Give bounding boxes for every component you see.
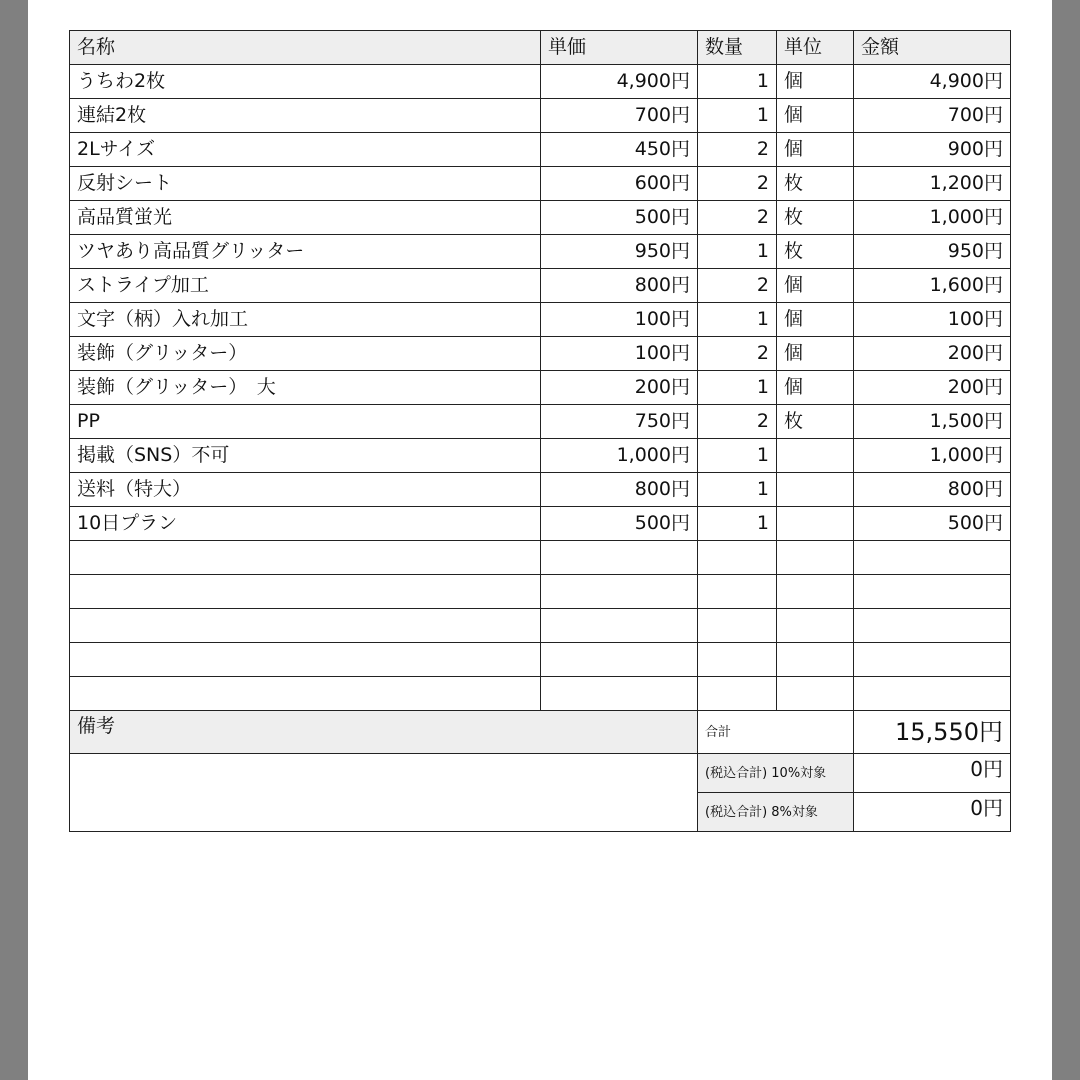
item-quantity: 1 <box>698 473 777 507</box>
invoice-table <box>69 30 1011 832</box>
item-unit-price: 450円 <box>541 133 698 167</box>
item-unit: 枚 <box>777 201 854 235</box>
item-amount: 700円 <box>854 99 1011 133</box>
empty-cell <box>541 541 698 575</box>
table-row <box>70 371 1011 405</box>
empty-cell <box>70 541 541 575</box>
table-row <box>70 201 1011 235</box>
item-amount: 1,500円 <box>854 405 1011 439</box>
item-amount: 1,600円 <box>854 269 1011 303</box>
empty-cell <box>777 609 854 643</box>
empty-cell <box>777 677 854 711</box>
item-name: 10日プラン <box>70 507 541 541</box>
table-row <box>70 439 1011 473</box>
item-name: 装飾（グリッター） 大 <box>70 371 541 405</box>
item-name: うちわ2枚 <box>70 65 541 99</box>
item-amount: 1,000円 <box>854 439 1011 473</box>
item-name: 反射シート <box>70 167 541 201</box>
item-amount: 200円 <box>854 371 1011 405</box>
item-unit <box>777 439 854 473</box>
empty-cell <box>777 541 854 575</box>
empty-cell <box>698 575 777 609</box>
summary-tax10-row <box>70 754 1011 793</box>
header-quantity: 数量 <box>698 31 777 65</box>
empty-cell <box>698 677 777 711</box>
item-quantity: 1 <box>698 439 777 473</box>
item-quantity: 2 <box>698 337 777 371</box>
empty-cell <box>70 575 541 609</box>
item-quantity: 2 <box>698 405 777 439</box>
header-name: 名称 <box>70 31 541 65</box>
item-amount: 100円 <box>854 303 1011 337</box>
item-quantity: 2 <box>698 133 777 167</box>
empty-row <box>70 575 1011 609</box>
item-unit-price: 800円 <box>541 473 698 507</box>
item-unit: 枚 <box>777 167 854 201</box>
item-amount: 900円 <box>854 133 1011 167</box>
empty-cell <box>70 643 541 677</box>
table-row <box>70 269 1011 303</box>
item-amount: 4,900円 <box>854 65 1011 99</box>
item-unit: 個 <box>777 99 854 133</box>
item-amount: 500円 <box>854 507 1011 541</box>
empty-cell <box>777 575 854 609</box>
item-name: 2Lサイズ <box>70 133 541 167</box>
item-unit-price: 950円 <box>541 235 698 269</box>
table-row <box>70 167 1011 201</box>
tax8-label: (税込合計) 8%対象 <box>698 793 854 832</box>
item-name: PP <box>70 405 541 439</box>
empty-cell <box>854 677 1011 711</box>
item-unit <box>777 473 854 507</box>
item-unit: 枚 <box>777 405 854 439</box>
item-quantity: 1 <box>698 65 777 99</box>
item-unit <box>777 507 854 541</box>
empty-cell <box>698 541 777 575</box>
item-name: 連結2枚 <box>70 99 541 133</box>
item-unit-price: 100円 <box>541 337 698 371</box>
remarks-body <box>70 754 698 832</box>
table-row <box>70 405 1011 439</box>
item-unit-price: 700円 <box>541 99 698 133</box>
item-quantity: 1 <box>698 507 777 541</box>
item-amount: 1,200円 <box>854 167 1011 201</box>
item-unit-price: 500円 <box>541 507 698 541</box>
empty-cell <box>698 609 777 643</box>
item-unit: 個 <box>777 337 854 371</box>
total-value: 15,550円 <box>854 711 1011 754</box>
item-name: 文字（柄）入れ加工 <box>70 303 541 337</box>
item-unit: 個 <box>777 303 854 337</box>
item-unit-price: 200円 <box>541 371 698 405</box>
item-amount: 800円 <box>854 473 1011 507</box>
empty-cell <box>70 677 541 711</box>
empty-row <box>70 609 1011 643</box>
item-name: ストライプ加工 <box>70 269 541 303</box>
table-row <box>70 473 1011 507</box>
empty-cell <box>541 575 698 609</box>
item-unit-price: 500円 <box>541 201 698 235</box>
item-unit: 個 <box>777 133 854 167</box>
header-amount: 金額 <box>854 31 1011 65</box>
empty-cell <box>854 541 1011 575</box>
table-row <box>70 99 1011 133</box>
item-quantity: 2 <box>698 269 777 303</box>
item-unit-price: 4,900円 <box>541 65 698 99</box>
table-row <box>70 133 1011 167</box>
remarks-label: 備考 <box>70 711 698 754</box>
table-row <box>70 303 1011 337</box>
item-name: 装飾（グリッター） <box>70 337 541 371</box>
empty-row <box>70 643 1011 677</box>
empty-cell <box>854 643 1011 677</box>
empty-cell <box>854 609 1011 643</box>
empty-row <box>70 541 1011 575</box>
summary-total-row <box>70 711 1011 754</box>
item-unit-price: 750円 <box>541 405 698 439</box>
empty-cell <box>541 643 698 677</box>
item-unit-price: 600円 <box>541 167 698 201</box>
item-name: 掲載（SNS）不可 <box>70 439 541 473</box>
header-unit: 単位 <box>777 31 854 65</box>
tax10-value: 0円 <box>854 754 1011 793</box>
header-unit-price: 単価 <box>541 31 698 65</box>
table-header-row <box>70 31 1011 65</box>
item-unit-price: 100円 <box>541 303 698 337</box>
item-unit: 個 <box>777 371 854 405</box>
item-amount: 950円 <box>854 235 1011 269</box>
table-row <box>70 507 1011 541</box>
tax10-label: (税込合計) 10%対象 <box>698 754 854 793</box>
item-amount: 1,000円 <box>854 201 1011 235</box>
item-unit: 個 <box>777 269 854 303</box>
item-name: 送料（特大） <box>70 473 541 507</box>
item-unit-price: 1,000円 <box>541 439 698 473</box>
item-name: ツヤあり高品質グリッター <box>70 235 541 269</box>
item-amount: 200円 <box>854 337 1011 371</box>
empty-cell <box>541 609 698 643</box>
item-quantity: 1 <box>698 235 777 269</box>
empty-row <box>70 677 1011 711</box>
item-quantity: 2 <box>698 201 777 235</box>
total-label: 合計 <box>698 711 854 754</box>
empty-cell <box>854 575 1011 609</box>
table-row <box>70 65 1011 99</box>
invoice-sheet <box>28 0 1052 1080</box>
item-quantity: 2 <box>698 167 777 201</box>
table-row <box>70 337 1011 371</box>
item-unit: 枚 <box>777 235 854 269</box>
item-name: 高品質蛍光 <box>70 201 541 235</box>
empty-cell <box>541 677 698 711</box>
empty-cell <box>698 643 777 677</box>
empty-cell <box>70 609 541 643</box>
item-quantity: 1 <box>698 303 777 337</box>
empty-cell <box>777 643 854 677</box>
tax8-value: 0円 <box>854 793 1011 832</box>
item-quantity: 1 <box>698 99 777 133</box>
item-quantity: 1 <box>698 371 777 405</box>
table-row <box>70 235 1011 269</box>
item-unit-price: 800円 <box>541 269 698 303</box>
item-unit: 個 <box>777 65 854 99</box>
